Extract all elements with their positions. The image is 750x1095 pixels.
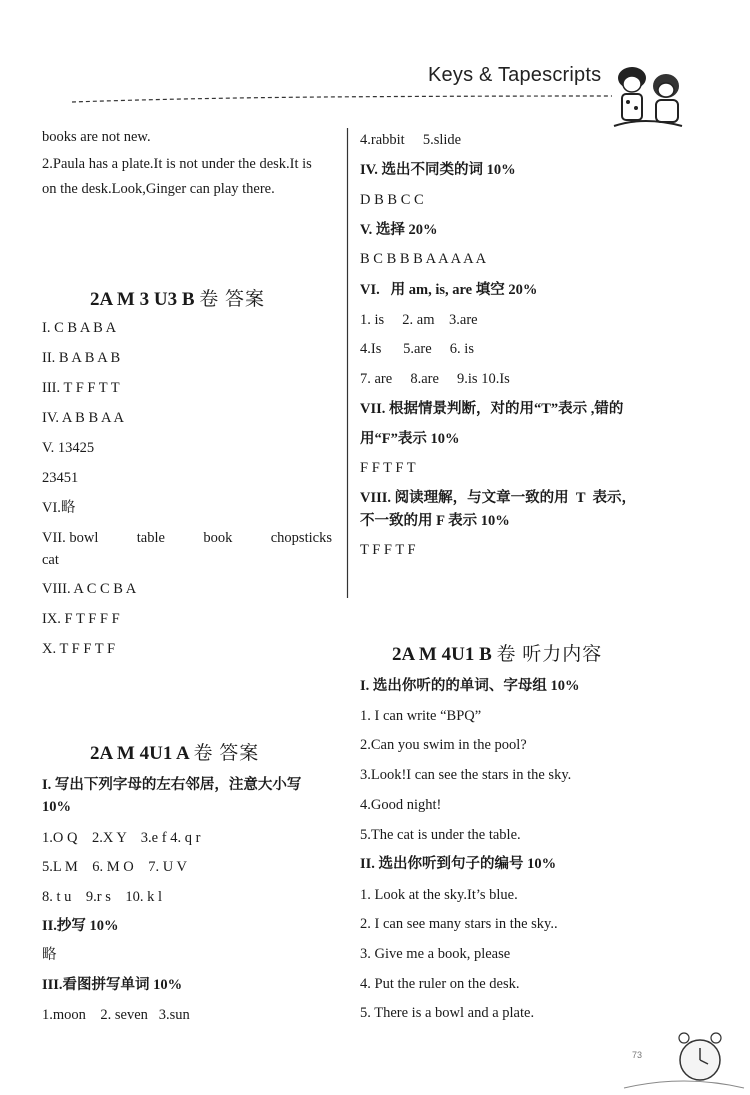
vii-word: chopsticks: [270, 530, 332, 546]
section-heading-code: 2A M 4U1 B: [392, 644, 492, 665]
cartoon-children-illustration: [604, 56, 688, 132]
question-heading-cont: 10%: [42, 799, 71, 815]
listening-item: 4.Good night!: [360, 797, 442, 813]
answer-line: VIII. A C C B A: [42, 581, 137, 597]
listening-item: 1. I can write “BPQ”: [360, 708, 482, 724]
section-heading-code: 2A M 4U1 A: [90, 743, 189, 764]
header-title: Keys & Tapescripts: [428, 64, 602, 86]
listening-item: 5. There is a bowl and a plate.: [360, 1005, 535, 1021]
question-heading: I. 选出你听的的单词、字母组 10%: [360, 678, 580, 694]
question-heading: IV. 选出不同类的词 10%: [360, 162, 516, 178]
answer-line: 4.Is 5.are 6. is: [360, 341, 474, 357]
section-heading-2am4u1b: [392, 639, 602, 666]
vii-word-row: [42, 529, 332, 547]
answer-line: VI.略: [42, 500, 76, 516]
answer-line: III. T F F T T: [42, 380, 120, 396]
answer-line: IX. F T F F F: [42, 611, 120, 627]
answer-line: F F T F T: [360, 460, 416, 476]
listening-item: 1. Look at the sky.It’s blue.: [360, 887, 518, 903]
section-heading-label: 卷 听力内容: [496, 644, 603, 665]
answer-line: I. C B A B A: [42, 320, 117, 336]
answer-line: 1. is 2. am 3.are: [360, 312, 478, 328]
answer-line: 4.rabbit 5.slide: [360, 132, 462, 148]
question-heading: VI. 用 am, is, are 填空 20%: [360, 282, 538, 298]
section-heading-code: 2A M 3 U3 B: [90, 289, 195, 310]
listening-item: 3. Give me a book, please: [360, 946, 511, 962]
listening-item: 2.Can you swim in the pool?: [360, 737, 527, 753]
answer-line: V. 13425: [42, 440, 95, 456]
question-heading: I. 写出下列字母的左右邻居，注意大小写: [42, 777, 302, 793]
question-heading-cont: 不一致的用 F 表示 10%: [360, 513, 510, 529]
question-heading: II.抄写 10%: [42, 918, 119, 934]
listening-item: 5.The cat is under the table.: [360, 827, 521, 843]
listening-item: 4. Put the ruler on the desk.: [360, 976, 520, 992]
question-heading: VII. 根据情景判断，对的用“T”表示 ,错的: [360, 401, 624, 417]
answer-line: X. T F F T F: [42, 641, 116, 657]
answer-line: 略: [42, 947, 57, 963]
intro-line-1: books are not new.: [42, 129, 151, 145]
answer-line: 5.L M 6. M O 7. U V: [42, 859, 188, 875]
answer-line: B C B B B A A A A A: [360, 251, 487, 267]
answer-line: 23451: [42, 470, 79, 486]
section-heading-label: 卷 答案: [193, 743, 260, 764]
section-heading-2am3u3b: [90, 284, 265, 311]
column-divider: [346, 128, 349, 598]
section-heading-2am4u1a: [90, 738, 259, 765]
question-heading: VIII. 阅读理解，与文章一致的用 T 表示，: [360, 490, 637, 506]
intro-line-3: on the desk.Look,Ginger can play there.: [42, 181, 275, 197]
answer-line: 8. t u 9.r s 10. k l: [42, 889, 163, 905]
section-heading-label: 卷 答案: [199, 289, 266, 310]
answer-line: 7. are 8.are 9.is 10.Is: [360, 371, 510, 387]
vii-word: book: [203, 530, 233, 546]
footer-clock-illustration: [604, 1018, 750, 1095]
intro-line-2: 2.Paula has a plate.It is not under the desk.It is: [42, 156, 312, 172]
answer-line: 1.moon 2. seven 3.sun: [42, 1007, 190, 1023]
vii-word: VII. bowl: [42, 530, 99, 546]
vii-word-cont: cat: [42, 552, 59, 568]
listening-item: 2. I can see many stars in the sky..: [360, 916, 558, 932]
question-heading-cont: 用“F”表示 10%: [360, 431, 460, 447]
question-heading: II. 选出你听到句子的编号 10%: [360, 856, 557, 872]
answer-line: D B B C C: [360, 192, 424, 208]
vii-word: table: [136, 530, 165, 546]
answer-line: 1.O Q 2.X Y 3.e f 4. q r: [42, 830, 201, 846]
header-dashed-rule: [72, 92, 612, 106]
listening-item: 3.Look!I can see the stars in the sky.: [360, 767, 572, 783]
answer-line: T F F T F: [360, 542, 416, 558]
answer-line: IV. A B B A A: [42, 410, 124, 426]
page-number: 73: [632, 1050, 643, 1060]
answer-line: II. B A B A B: [42, 350, 121, 366]
question-heading: III.看图拼写单词 10%: [42, 977, 183, 993]
question-heading: V. 选择 20%: [360, 222, 438, 238]
